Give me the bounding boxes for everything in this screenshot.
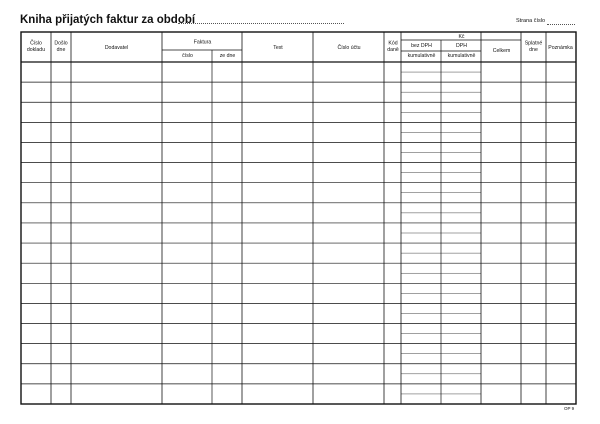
header-faktura: Faktura: [193, 39, 212, 46]
page-title: Kniha přijatých faktur za období: [20, 14, 196, 26]
header-kod-dane-1: Kód: [388, 40, 398, 47]
header-kod-dane-2: daně: [387, 47, 399, 53]
header-splatne-dne-1: Splatné: [524, 40, 543, 47]
header-dph: DPH: [456, 43, 467, 49]
page-number-label: Strana číslo: [516, 18, 546, 24]
header-kumulativne-dph: kumulativně: [447, 53, 476, 59]
header-splatne-dne-2: dne: [529, 47, 538, 53]
header-celkem: Celkem: [492, 48, 511, 54]
header-faktura-ze-dne: ze dne: [219, 53, 236, 59]
header-text: Text: [273, 45, 283, 51]
header-faktura-cislo: číslo: [182, 53, 193, 59]
header-poznamka: Poznámka: [548, 45, 573, 51]
header-bez-dph: bez DPH: [411, 43, 432, 49]
header-cislo-dokladu-1: Číslo: [30, 40, 42, 47]
form-code: OP 9: [564, 406, 575, 411]
header-dosle-dne-2: dne: [56, 47, 66, 53]
header-kumulativne-bez-dph: kumulativně: [407, 53, 436, 59]
header-dosle-dne-1: Došlo: [54, 40, 68, 47]
header-cislo-dokladu-2: dokladu: [26, 47, 46, 53]
header-dodavatel: Dodavatel: [104, 45, 129, 51]
header-cislo-uctu: Číslo účtu: [337, 45, 361, 51]
header-kc: Kč: [458, 34, 465, 40]
table-border: [21, 32, 576, 404]
